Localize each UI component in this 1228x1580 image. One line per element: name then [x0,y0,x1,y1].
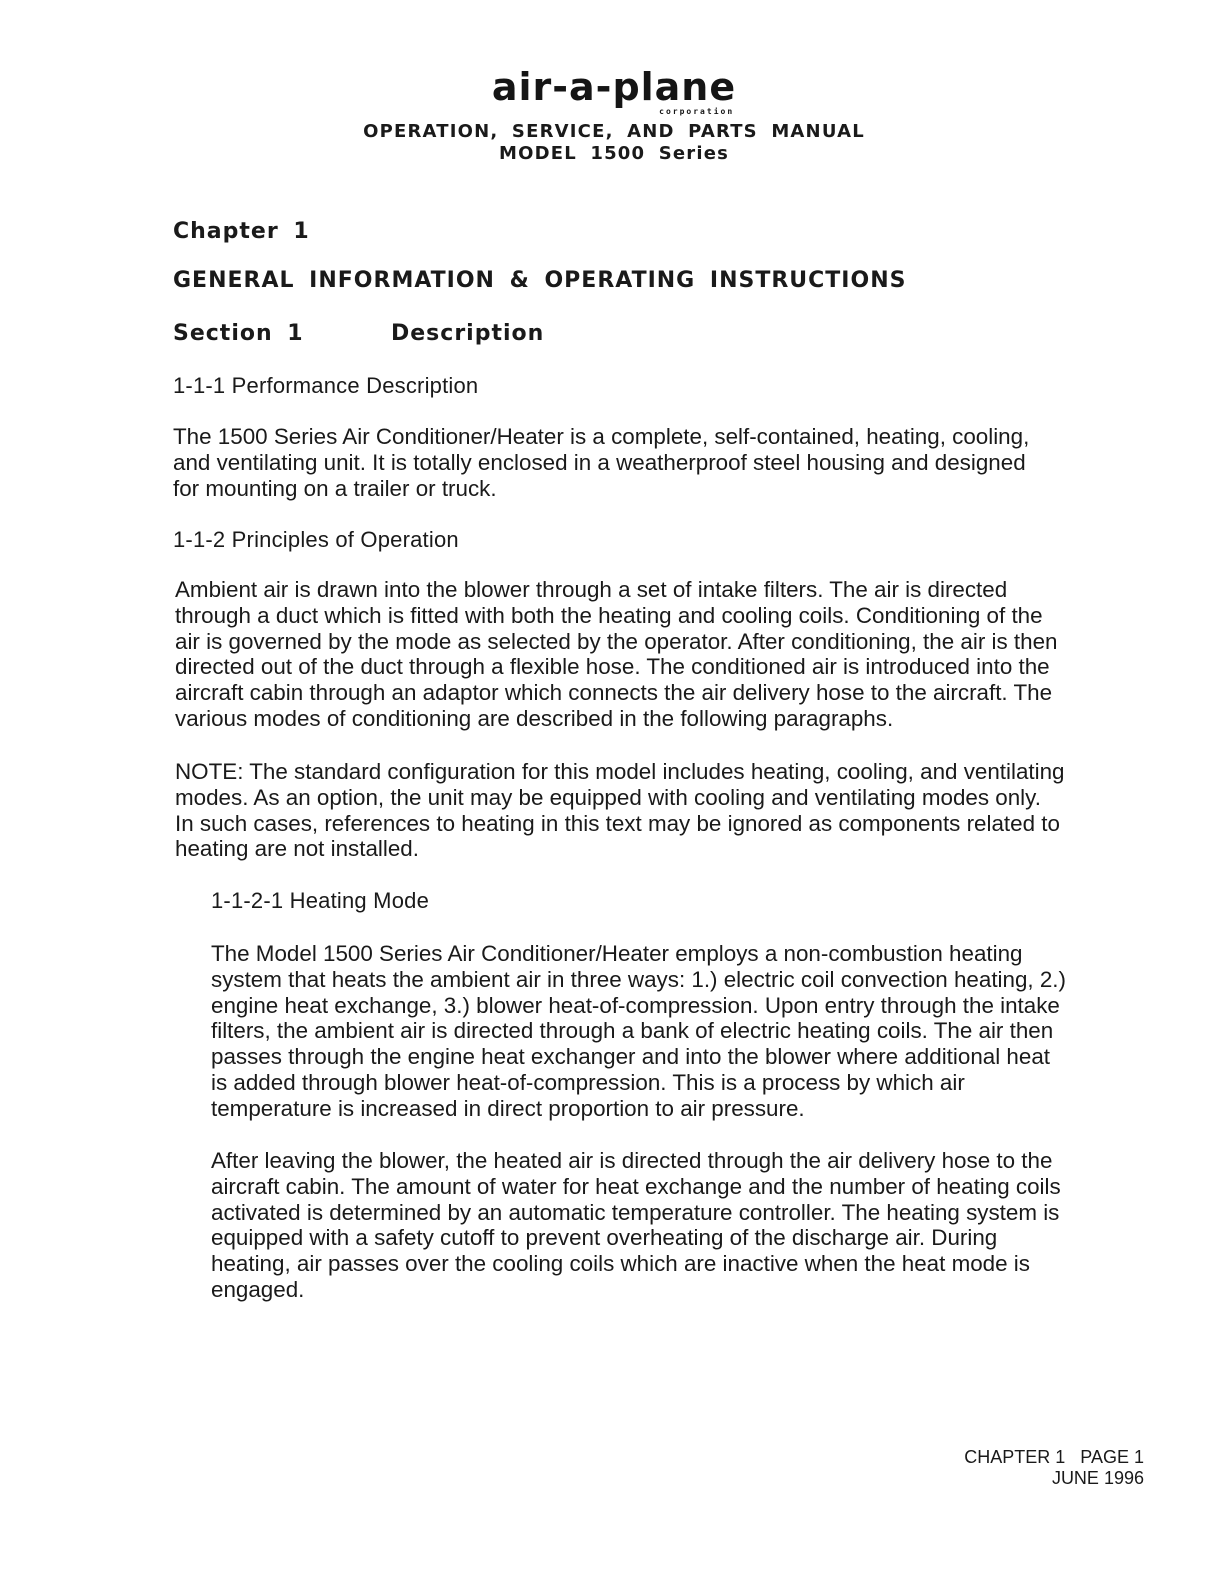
text-line: modes. As an option, the unit may be equipped with cooling and ventilating modes only. [175,784,1041,810]
section-number: Section 1 [173,321,304,346]
text-line: heating, air passes over the cooling coils which are inactive when the heat mode is [211,1251,1030,1277]
paragraph-note [175,759,1065,862]
text-line: Ambient air is drawn into the blower through a set of intake filters. The air is directed [175,577,1008,602]
text-line: aircraft cabin. The amount of water for heat exchange and the number of heating coils [211,1173,1061,1199]
text-line: activated is determined by an automatic temperature controller. The heating system is [211,1199,1060,1225]
section-title: Description [391,321,545,346]
text-line: through a duct which is fitted with both the heating and cooling coils. Conditioning of the [175,602,1043,628]
text-line: heating are not installed. [175,836,419,862]
text-line: In such cases, references to heating in this text may be ignored as components related to [175,810,1060,836]
text-line: directed out of the duct through a flexible hose. The conditioned air is introduced into the [175,654,1050,680]
manual-title: OPERATION, SERVICE, AND PARTS MANUAL [363,121,865,142]
footer-page-number: CHAPTER 1 PAGE 1 [964,1447,1144,1467]
text-line: various modes of conditioning are described in the following paragraphs. [175,705,894,731]
subsection-heading-1-1-1: 1-1-1 Performance Description [173,373,479,398]
paragraph-principles [175,577,1057,732]
text-line: is added through blower heat-of-compression. This is a process by which air [211,1069,965,1095]
subsection-heading-1-1-2-1: 1-1-2-1 Heating Mode [211,888,430,913]
text-line: and ventilating unit. It is totally enclosed in a weatherproof steel housing and designed [173,449,1026,475]
paragraph-performance [173,424,1029,501]
paragraph-heated-air [211,1148,1061,1303]
logo-subtitle: corporation [659,107,735,116]
text-line: for mounting on a trailer or truck. [173,475,497,501]
text-line: NOTE: The standard configuration for this model includes heating, cooling, and ventilating [175,759,1065,784]
page-footer [964,1447,1144,1489]
text-line: engaged. [211,1276,305,1302]
text-line: aircraft cabin through an adaptor which connects the air delivery hose to the aircraft. The [175,680,1053,706]
subsection-heading-1-1-2: 1-1-2 Principles of Operation [173,527,459,552]
text-line: temperature is increased in direct proportion to air pressure. [211,1095,805,1121]
text-line: filters, the ambient air is directed through a bank of electric heating coils. The air then [211,1018,1054,1044]
text-line: air is governed by the mode as selected by the operator. After conditioning, the air is then [175,628,1058,654]
text-line: The Model 1500 Series Air Conditioner/Heater employs a non-combustion heating [211,941,1023,966]
footer-date: JUNE 1996 [1051,1468,1144,1488]
text-line: The 1500 Series Air Conditioner/Heater is a complete, self-contained, heating, cooling, [173,424,1030,449]
logo-wordmark: air-a-plane [491,65,737,109]
chapter-title: GENERAL INFORMATION & OPERATING INSTRUCTIONS [173,268,907,293]
company-logo [0,65,1228,118]
text-line: passes through the engine heat exchanger and into the blower where additional heat [211,1044,1051,1070]
model-title: MODEL 1500 Series [498,143,730,164]
paragraph-heating-mode [211,941,1066,1122]
text-line: engine heat exchange, 3.) blower heat-of-compression. Upon entry through the intake [211,992,1060,1018]
text-line: After leaving the blower, the heated air is directed through the air delivery hose to the [211,1148,1053,1173]
chapter-label: Chapter 1 [173,219,310,244]
text-line: system that heats the ambient air in three ways: 1.) electric coil convection heating, 2.) [211,966,1066,992]
text-line: equipped with a safety cutoff to prevent overheating of the discharge air. During [211,1225,998,1251]
